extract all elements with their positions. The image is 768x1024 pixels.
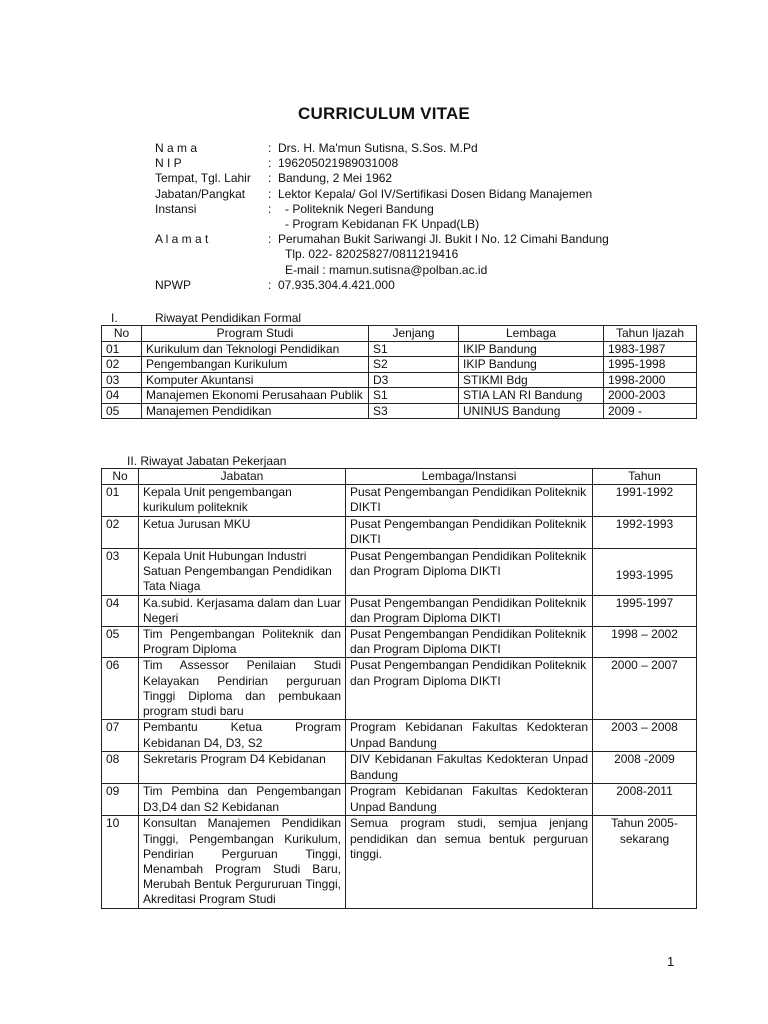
info-label: A l a m a t [155,232,209,247]
table-cell: S3 [369,403,459,419]
table-cell: 03 [102,548,139,595]
table-cell: Sekretaris Program D4 Kebidanan [139,752,346,784]
table-cell: 1983-1987 [604,341,697,357]
table-cell: 02 [102,516,139,548]
column-header: Lembaga/Instansi [346,469,593,485]
colon: : [268,277,272,292]
table-cell: Pengembangan Kurikulum [142,357,369,373]
table-header-row [102,326,697,342]
table-cell: 1991-1992 [593,484,697,516]
info-value: 07.935.304.4.421.000 [278,277,395,292]
table-cell: STIA LAN RI Bandung [459,388,604,404]
table-cell: 08 [102,752,139,784]
page-number: 1 [667,954,675,969]
column-header: Tahun [593,469,697,485]
table-cell: Program Kebidanan Fakultas Kedokteran Unpad Bandung [346,784,593,816]
table-row [102,372,697,388]
table-cell: 05 [102,403,142,419]
info-label: NPWP [155,277,191,292]
table-cell: Pusat Pengembangan Pendidikan Politeknik dan Program Diploma DIKTI [346,626,593,657]
education-table [101,325,697,419]
table-row [102,403,697,419]
table-cell: Tahun 2005- sekarang [593,816,697,908]
table-cell: 1998-2000 [604,372,697,388]
table-cell: Kepala Unit pengembangan kurikulum politeknik [139,484,346,516]
table-row [102,626,697,657]
table-cell: Semua program studi, semjua jenjang pendidikan dan semua bentuk perguruan tinggi. [346,816,593,908]
colon: : [268,186,272,201]
info-value: 196205021989031008 [278,156,399,171]
table-row [102,388,697,404]
column-header: Jabatan [139,469,346,485]
table-row [102,516,697,548]
info-value: Perumahan Bukit Sariwangi Jl. Bukit I No. 12 Cimahi Bandung [278,232,609,247]
table-cell: Pusat Pengembangan Pendidikan Politeknik DIKTI [346,484,593,516]
table-cell: Ka.subid. Kerjasama dalam dan Luar Negeri [139,595,346,626]
table-cell: 1992-1993 [593,516,697,548]
colon: : [268,201,272,216]
table-cell: S1 [369,341,459,357]
colon: : [268,171,272,186]
table-cell: Program Kebidanan Fakultas Kedokteran Unpad Bandung [346,720,593,752]
table-cell: Ketua Jurusan MKU [139,516,346,548]
table-row [102,595,697,626]
colon: : [268,141,272,155]
colon: : [268,232,272,247]
table-row [102,484,697,516]
table-row [102,784,697,816]
info-label: N a m a [155,141,198,155]
table-cell: Kepala Unit Hubungan Industri Satuan Pengembangan Pendidikan Tata Niaga [139,548,346,595]
table-cell: 04 [102,595,139,626]
table-cell: S1 [369,388,459,404]
table-row [102,341,697,357]
section1-number: I. [111,311,118,325]
table-cell: UNINUS Bandung [459,403,604,419]
table-cell: 2008 -2009 [593,752,697,784]
info-value: Drs. H. Ma'mun Sutisna, S.Sos. M.Pd [278,141,478,155]
table-cell: 2003 – 2008 [593,720,697,752]
colon: : [268,156,272,171]
table-cell: 09 [102,784,139,816]
table-row [102,720,697,752]
table-cell: 01 [102,484,139,516]
table-cell: Kurikulum dan Teknologi Pendidikan [142,341,369,357]
table-cell: 2000-2003 [604,388,697,404]
table-header-row [102,469,697,485]
table-cell: Pusat Pengembangan Pendidikan Politeknik dan Program Diploma DIKTI [346,548,593,595]
table-cell: Pembantu Ketua Program Kebidanan D4, D3, S2 [139,720,346,752]
info-value: - Politeknik Negeri Bandung [285,201,434,216]
table-cell: Tim Pengembangan Politeknik dan Program Diploma [139,626,346,657]
column-header: Program Studi [142,326,369,342]
table-cell: 02 [102,357,142,373]
table-cell: 1995-1997 [593,595,697,626]
column-header: Lembaga [459,326,604,342]
info-value: Lektor Kepala/ Gol IV/Sertifikasi Dosen Bidang Manajemen [278,186,593,201]
table-cell: 1995-1998 [604,357,697,373]
table-cell: Manajemen Pendidikan [142,403,369,419]
table-cell: 07 [102,720,139,752]
table-cell: 06 [102,658,139,720]
table-cell: Pusat Pengembangan Pendidikan Politeknik dan Program Diploma DIKTI [346,595,593,626]
table-cell: 2000 – 2007 [593,658,697,720]
table-cell: 01 [102,341,142,357]
table-cell: 1993-1995 [593,548,697,595]
table-cell: 10 [102,816,139,908]
work-history-table [101,468,697,909]
section1-heading: Riwayat Pendidikan Formal [155,311,302,325]
table-cell: Tim Assessor Penilaian Studi Kelayakan Pendirian perguruan Tinggi Diploma dan pembukaan program studi baru [139,658,346,720]
info-value-continued: Tlp. 022- 82025827/0811219416 [285,247,459,262]
table-cell: 04 [102,388,142,404]
column-header: No [102,469,139,485]
table-cell: Pusat Pengembangan Pendidikan Politeknik dan Program Diploma DIKTI [346,658,593,720]
info-value-continued: E-mail : mamun.sutisna@polban.ac.id [285,262,488,277]
document-title: CURRICULUM VITAE [298,104,470,123]
table-cell: DIV Kebidanan Fakultas Kedokteran Unpad Bandung [346,752,593,784]
table-cell: Komputer Akuntansi [142,372,369,388]
info-label: Tempat, Tgl. Lahir [155,171,251,186]
section2-heading: II. Riwayat Jabatan Pekerjaan [127,454,287,468]
table-cell: Manajemen Ekonomi Perusahaan Publik [142,388,369,404]
table-cell: IKIP Bandung [459,357,604,373]
table-cell: 1998 – 2002 [593,626,697,657]
table-cell: 05 [102,626,139,657]
table-cell: D3 [369,372,459,388]
column-header: Jenjang [369,326,459,342]
table-cell: Tim Pembina dan Pengembangan D3,D4 dan S2 Kebidanan [139,784,346,816]
table-row [102,357,697,373]
info-value-continued: - Program Kebidanan FK Unpad(LB) [285,216,480,231]
column-header: No [102,326,142,342]
column-header: Tahun Ijazah [604,326,697,342]
table-cell: Konsultan Manajemen Pendidikan Tinggi, Pengembangan Kurikulum, Pendirian Perguruan Tinggi, Menambah Program Studi Baru, Merubah Bentuk Pergururuan Tinggi, Akreditasi Program Studi [139,816,346,908]
info-label: Instansi [155,201,197,216]
table-cell: 03 [102,372,142,388]
table-cell: Pusat Pengembangan Pendidikan Politeknik DIKTI [346,516,593,548]
table-cell: S2 [369,357,459,373]
table-row [102,752,697,784]
table-cell: IKIP Bandung [459,341,604,357]
table-cell: 2008-2011 [593,784,697,816]
info-value: Bandung, 2 Mei 1962 [278,171,393,186]
table-cell: STIKMI Bdg [459,372,604,388]
info-label: N I P [155,156,182,171]
info-label: Jabatan/Pangkat [155,186,246,201]
table-row [102,658,697,720]
table-cell: 2009 - [604,403,697,419]
table-row [102,548,697,595]
table-row [102,816,697,908]
